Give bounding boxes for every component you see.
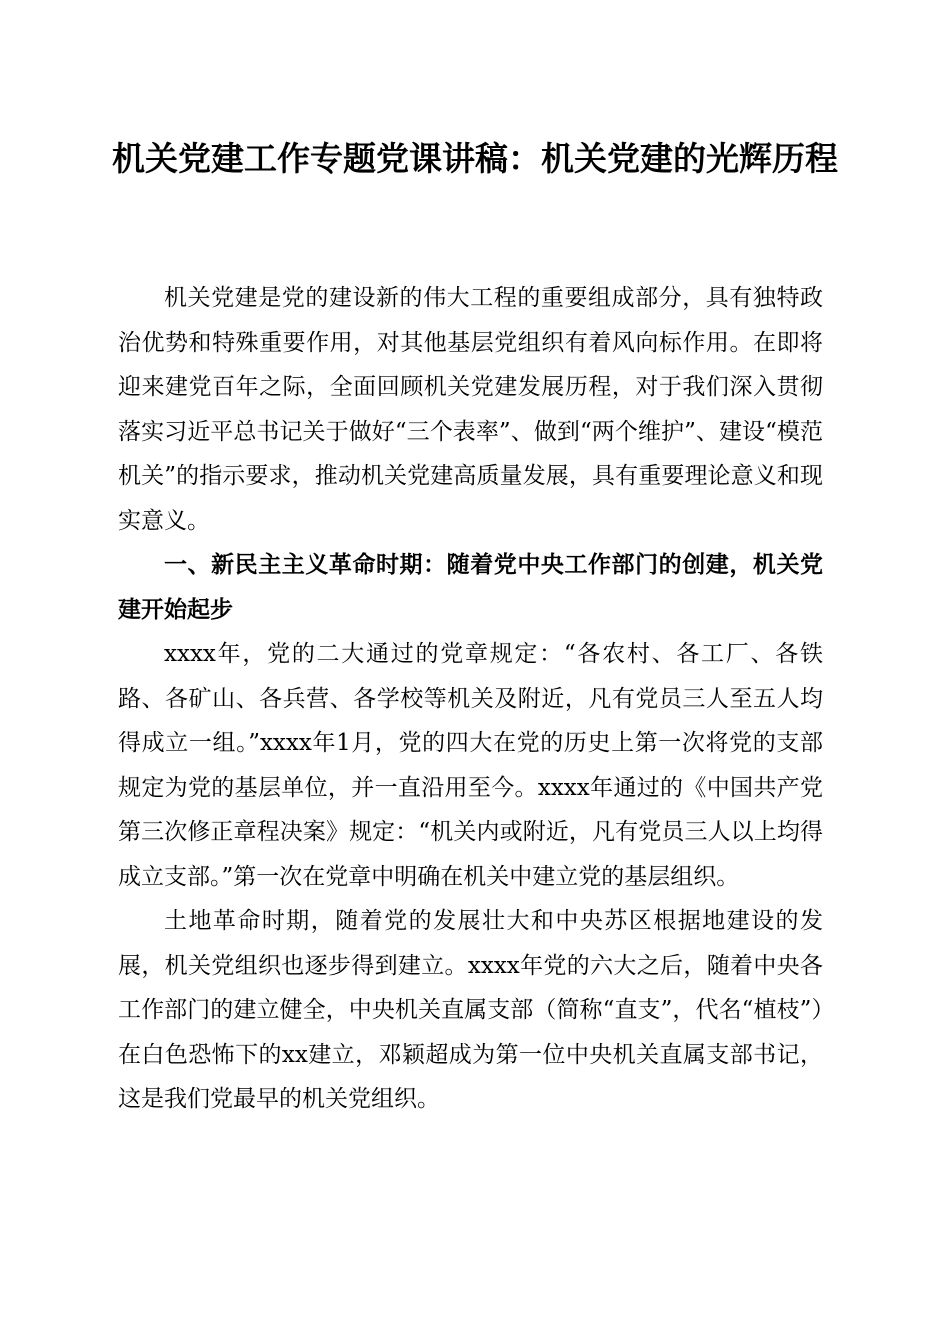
body-paragraph: xxxx年，党的二大通过的党章规定：“各农村、各工厂、各铁路、各矿山、各兵营、各学校等机关及附近，凡有党员三人至五人均得成立一组。”xxxx年1月，党的四大在党的历史上第一次将党的支部规定为党的基层单位，并一直沿用至今。xxxx年通过的《中国共产党第三次修正章程决案》规定：“机关内或附近，凡有党员三人以上均得成立支部。”第一次在党章中明确在机关中建立党的基层组织。 bbox=[118, 641, 823, 890]
section-heading-1: 一、新民主主义革命时期：随着党中央工作部门的创建，机关党建开始起步 bbox=[118, 552, 823, 623]
document-body bbox=[118, 276, 823, 1122]
document-title: 机关党建工作专题党课讲稿：机关党建的光辉历程 bbox=[112, 139, 838, 178]
intro-paragraph: 机关党建是党的建设新的伟大工程的重要组成部分，具有独特政治优势和特殊重要作用，对其他基层党组织有着风向标作用。在即将迎来建党百年之际，全面回顾机关党建发展历程，对于我们深入贯彻落实习近平总书记关于做好“三个表率”、做到“两个维护”、建设“模范机关”的指示要求，推动机关党建高质量发展，具有重要理论意义和现实意义。 bbox=[118, 285, 823, 534]
body-paragraph: 土地革命时期，随着党的发展壮大和中央苏区根据地建设的发展，机关党组织也逐步得到建立。xxxx年党的六大之后，随着中央各工作部门的建立健全，中央机关直属支部（简称“直支”，代名“植枝”）在白色恐怖下的xx建立，邓颖超成为第一位中央机关直属支部书记，这是我们党最早的机关党组织。 bbox=[118, 908, 823, 1112]
